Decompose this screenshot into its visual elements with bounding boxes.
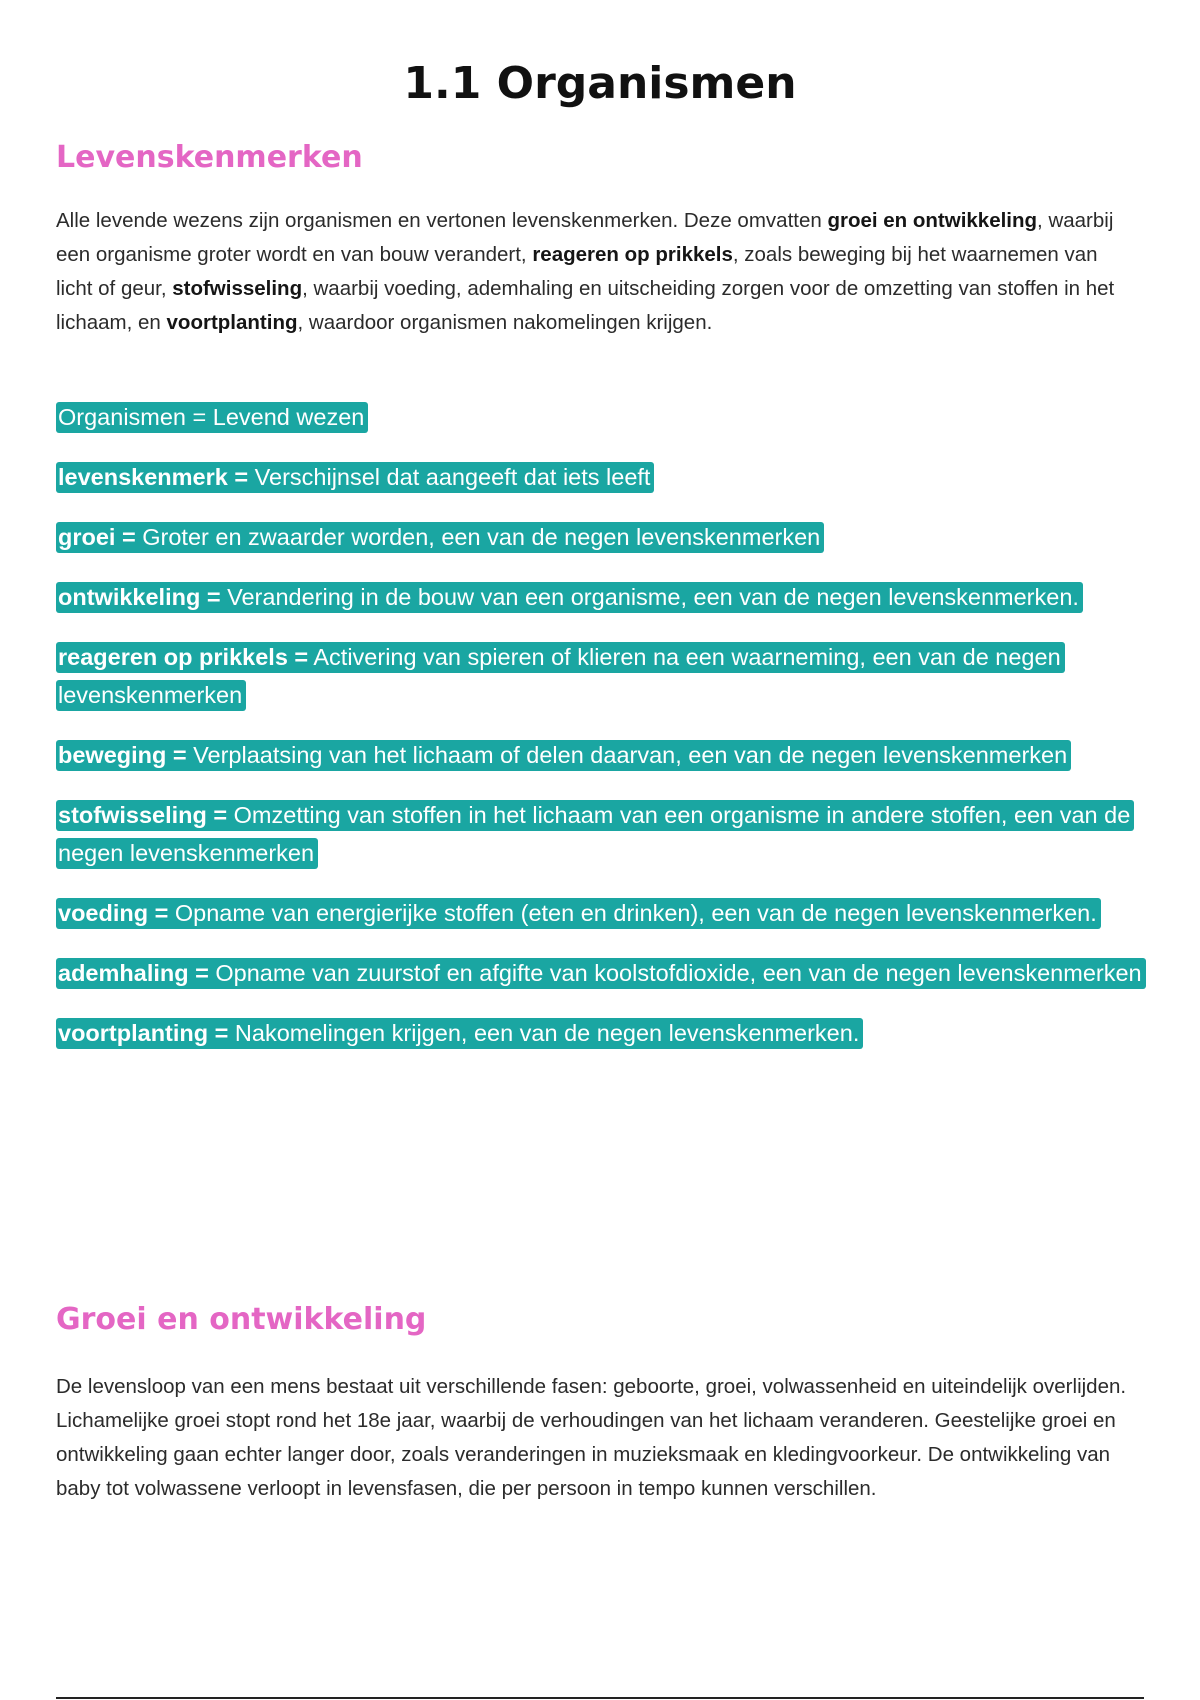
intro-text-5: , waardoor organismen nakomelingen krijgen. (297, 311, 713, 334)
term-highlight (56, 740, 1071, 771)
term-definition: Opname van zuurstof en afgifte van koolstofdioxide, een van de negen levenskenmerken (215, 960, 1142, 986)
term-definition: Omzetting van stoffen in het lichaam van een organisme in andere stoffen, een van de negen levenskenmerken (58, 802, 1131, 866)
term-definition: Verandering in de bouw van een organisme, een van de negen levenskenmerken. (227, 584, 1079, 610)
term-label: ontwikkeling = (58, 584, 221, 610)
intro-text-4: , waarbij voeding, ademhaling en uitscheiding zorgen voor de omzetting van stoffen in het lichaam, en (56, 277, 1115, 334)
term-definition: Organismen = Levend wezen (58, 404, 365, 430)
term-label: voeding = (58, 900, 169, 926)
intro-text-1: Alle levende wezens zijn organismen en vertonen levenskenmerken. Deze omvatten (56, 209, 828, 232)
term-item (56, 518, 1156, 556)
term-label: voortplanting = (58, 1020, 229, 1046)
term-highlight (56, 800, 1134, 869)
term-definition: Activering van spieren of klieren na een waarneming, een van de negen levenskenmerken (58, 644, 1061, 708)
term-item (56, 578, 1156, 616)
term-definition: Nakomelingen krijgen, een van de negen levenskenmerken. (234, 1020, 860, 1046)
term-highlight (56, 642, 1065, 711)
intro-bold-2: reageren op prikkels (532, 243, 733, 266)
term-item (56, 894, 1156, 932)
term-item (56, 736, 1156, 774)
section-heading-levenskenmerken: Levenskenmerken (56, 140, 363, 175)
term-highlight (56, 462, 654, 493)
term-item (56, 954, 1156, 992)
term-highlight (56, 582, 1083, 613)
term-definition: Verplaatsing van het lichaam of delen daarvan, een van de negen levenskenmerken (193, 742, 1068, 768)
term-list (56, 398, 1156, 1074)
term-label: beweging = (58, 742, 187, 768)
term-item (56, 796, 1156, 872)
term-highlight (56, 522, 824, 553)
term-highlight (56, 958, 1146, 989)
bottom-divider (56, 1697, 1144, 1699)
term-label: groei = (58, 524, 136, 550)
term-item (56, 1014, 1156, 1052)
term-item (56, 458, 1156, 496)
term-highlight (56, 1018, 863, 1049)
term-item (56, 398, 1156, 436)
term-label: stofwisseling = (58, 802, 228, 828)
section-heading-groei-en-ontwikkeling: Groei en ontwikkeling (56, 1302, 427, 1337)
page-title: 1.1 Organismen (403, 58, 797, 109)
term-definition: Opname van energierijke stoffen (eten en drinken), een van de negen levenskenmerken. (174, 900, 1097, 926)
term-label: reageren op prikkels = (58, 644, 309, 670)
intro-bold-1: groei en ontwikkeling (827, 209, 1038, 232)
term-label: levenskenmerk = (58, 464, 249, 490)
intro-bold-4: voortplanting (166, 311, 298, 334)
intro-paragraph (56, 204, 1136, 340)
section2-paragraph: De levensloop van een mens bestaat uit verschillende fasen: geboorte, groei, volwassenheid en uiteindelijk overlijden. Lichamelijke groei stopt rond het 18e jaar, waarbij de verhoudingen van het lichaam veranderen. Geestelijke groei en ontwikkeling gaan echter langer door, zoals veranderingen in muzieksmaak en kledingvoorkeur. De ontwikkeling van baby tot volwassene verloopt in levensfasen, die per persoon in tempo kunnen verschillen. (56, 1375, 1127, 1500)
intro-text-2: , waarbij een organisme groter wordt en van bouw verandert, (56, 209, 1114, 266)
intro-text-3: , zoals beweging bij het waarnemen van licht of geur, (56, 243, 1098, 300)
term-highlight (56, 898, 1101, 929)
intro-bold-3: stofwisseling (172, 277, 303, 300)
term-definition: Groter en zwaarder worden, een van de negen levenskenmerken (142, 524, 821, 550)
term-highlight (56, 402, 368, 433)
term-label: ademhaling = (58, 960, 209, 986)
term-item (56, 638, 1156, 714)
term-definition: Verschijnsel dat aangeeft dat iets leeft (254, 464, 651, 490)
